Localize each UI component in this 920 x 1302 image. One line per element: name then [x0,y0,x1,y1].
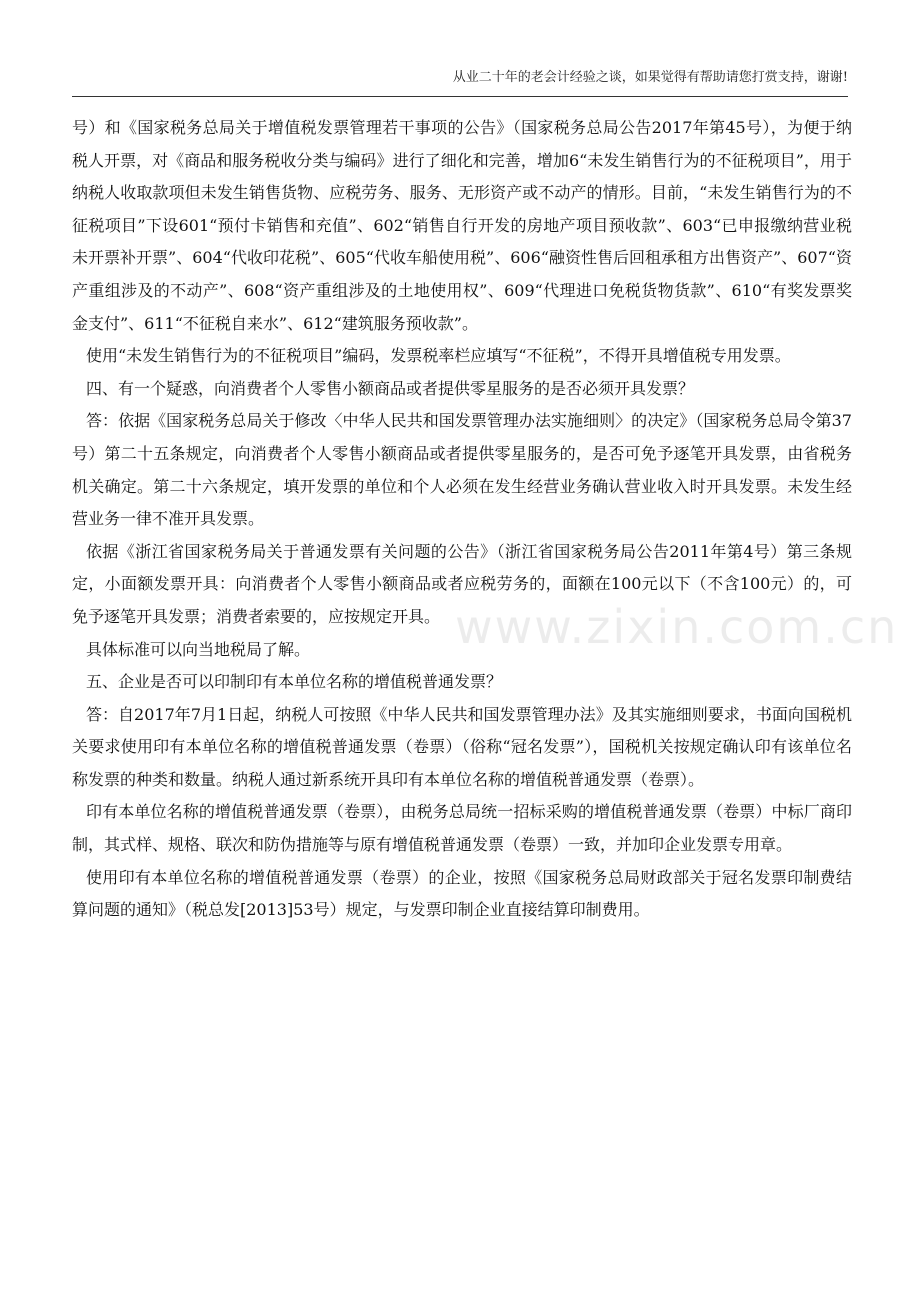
page-header-slogan: 从业二十年的老会计经验之谈，如果觉得有帮助请您打赏支持，谢谢! [452,70,848,85]
settlement-paragraph: 使用印有本单位名称的增值税普通发票（卷票）的企业，按照《国家税务总局财政部关于冠名发票印制费结算问题的通知》（税总发[2013]53号）规定，与发票印制企业直接结算印制费用。 [72,867,852,920]
document-body [72,112,852,927]
header-divider [72,96,848,97]
watermark-text: www.zixin.com.cn [455,600,899,654]
printing-paragraph: 印有本单位名称的增值税普通发票（卷票），由税务总局统一招标采购的增值税普通发票（卷票）中标厂商印制，其式样、规格、联次和防伪措施等与原有增值税普通发票（卷票）一致，并加印企业发票专用章。 [72,802,852,855]
local-standard-paragraph: 具体标准可以向当地税局了解。 [86,639,311,659]
answer-five-paragraph: 答：自2017年7月1日起，纳税人可按照《中华人民共和国发票管理办法》及其实施细则要求，书面向国税机关要求使用印有本单位名称的增值税普通发票（卷票）（俗称“冠名发票”），国税机关按规定确认印有该单位名称发票的种类和数量。纳税人通过新系统开具印有本单位名称的增值税普通发票（卷票）。 [72,704,852,789]
question-five-heading: 五、企业是否可以印制印有本单位名称的增值税普通发票？ [86,672,503,692]
zhejiang-rule-paragraph: 依据《浙江省国家税务局关于普通发票有关问题的公告》（浙江省国家税务局公告2011年第4号）第三条规定，小面额发票开具：向消费者个人零售小额商品或者应税劳务的，面额在100元以下（不含100元）的，可免予逐笔开具发票；消费者索要的，应按规定开具。 [72,541,852,626]
paragraph-continuation: 号）和《国家税务总局关于增值税发票管理若干事项的公告》（国家税务总局公告2017年第45号），为便于纳税人开票，对《商品和服务税收分类与编码》进行了细化和完善，增加6“未发生销售行为的不征税项目”，用于纳税人收取款项但未发生销售货物、应税劳务、服务、无形资产或不动产的情形。目前，“未发生销售行为的不征税项目”下设601“预付卡销售和充值”、602“销售自行开发的房地产项目预收款”、603“已申报缴纳营业税未开票补开票”、604“代收印花税”、605“代收车船使用税”、606“融资性售后回租承租方出售资产”、607“资产重组涉及的不动产”、608“资产重组涉及的土地使用权”、609“代理进口免税货物货款”、610“有奖发票奖金支付”、611“不征税自来水”、612“建筑服务预收款”。 [72,118,852,333]
question-four-heading: 四、有一个疑惑，向消费者个人零售小额商品或者提供零星服务的是否必须开具发票？ [86,378,695,398]
paragraph-code-usage: 使用“未发生销售行为的不征税项目”编码，发票税率栏应填写“不征税”，不得开具增值税专用发票。 [86,346,791,366]
answer-four-paragraph: 答：依据《国家税务总局关于修改〈中华人民共和国发票管理办法实施细则〉的决定》（国家税务总局令第37号）第二十五条规定，向消费者个人零售小额商品或者提供零星服务的，是否可免予逐笔开具发票，由省税务机关确定。第二十六条规定，填开发票的单位和个人必须在发生经营业务确认营业收入时开具发票。未发生经营业务一律不准开具发票。 [72,411,852,529]
